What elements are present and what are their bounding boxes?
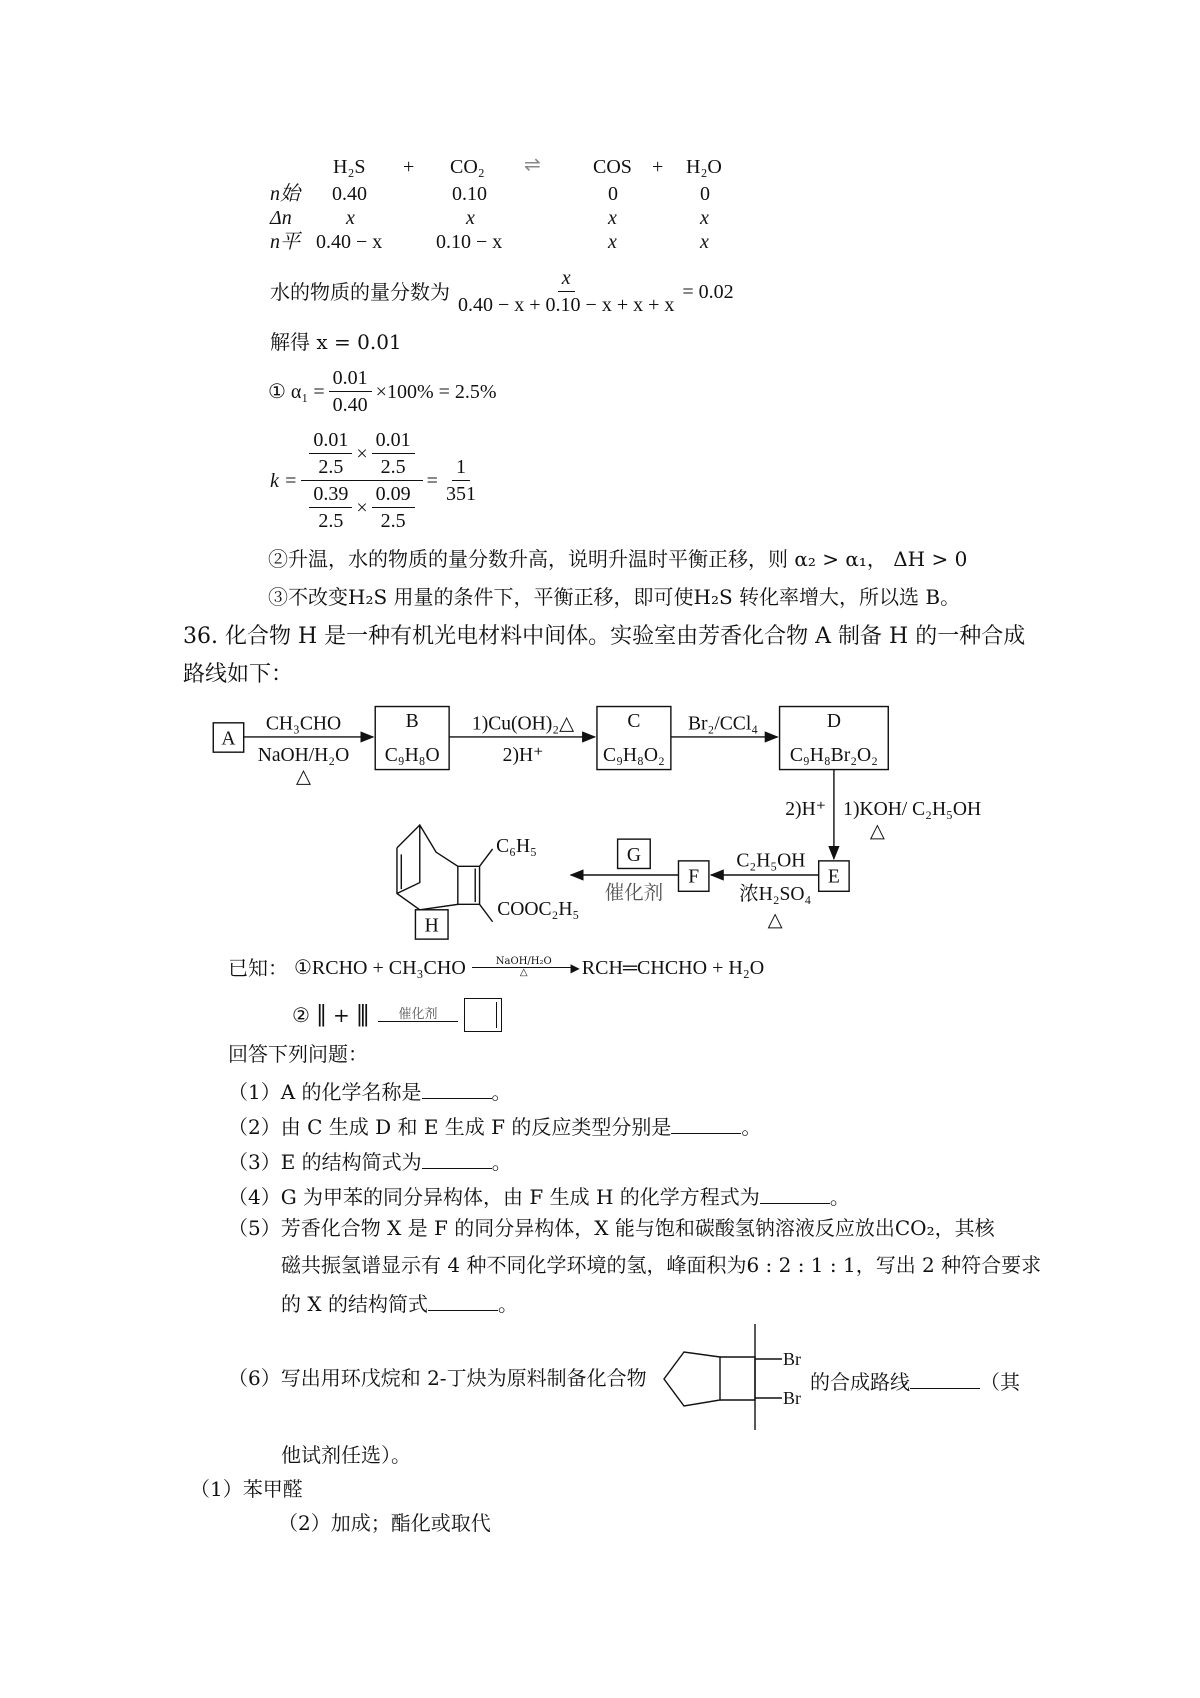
answer-2: （2）加成；酯化或取代 — [278, 1511, 491, 1535]
cell: 0 — [608, 183, 618, 205]
alkyne-symbol: ||| — [355, 1002, 366, 1027]
condition: 2)H⁺ — [785, 799, 827, 821]
compound-d-formula: C₉H₈Br₂O₂ — [789, 744, 878, 766]
compound-b: B — [405, 711, 419, 733]
compound-a: A — [221, 728, 236, 750]
fraction-num: x — [558, 268, 575, 292]
alpha-num: 0.01 — [329, 368, 372, 392]
compound-e: E — [827, 866, 840, 888]
question-6-text-b: 的合成路线 — [810, 1370, 910, 1394]
compound-c-formula: C₉H₈O₂ — [603, 744, 665, 766]
cell: x — [700, 231, 709, 253]
line-3: ③不改变H₂S 用量的条件下，平衡正移，即可使H₂S 转化率增大，所以选 B。 — [268, 585, 961, 609]
compound-f: F — [688, 866, 700, 888]
question-1: （1）A 的化学名称是 — [228, 1080, 422, 1104]
fraction-den: 0.40 − x + 0.10 − x + x + x — [458, 294, 675, 316]
alkene-symbol: ‖ — [315, 1002, 327, 1027]
known-eq2 — [292, 998, 502, 1032]
question-36-line1: 36. 化合物 H 是一种有机光电材料中间体。实验室由芳香化合物 A 制备 H 的一种合成 — [183, 624, 1026, 649]
row-label: Δn — [270, 207, 292, 229]
condition: Br₂/CCl₄ — [687, 713, 759, 735]
eq2-plus: + — [332, 1003, 350, 1027]
known-eq1: 已知： ①RCHO + CH₃CHO NaOH/H₂O ▶ △ RCH═CHCHO + H₂O — [228, 955, 765, 980]
cell: x — [346, 207, 355, 229]
bromine-label: Br — [783, 1388, 801, 1408]
synthesis-route-diagram — [207, 700, 1013, 950]
catalyst-label: 催化剂 — [604, 882, 664, 904]
cell: 0 — [700, 183, 710, 205]
cell: 0.40 — [332, 183, 367, 205]
condition: 1)KOH/ C₂H₅OH — [843, 799, 982, 821]
cell: x — [466, 207, 475, 229]
condition: 浓H₂SO₄ — [739, 884, 812, 905]
condition: CH₃CHO — [265, 713, 342, 735]
eq-plus2: + — [652, 156, 664, 178]
eq-cos: COS — [593, 156, 632, 178]
answer-prompt: 回答下列问题： — [228, 1042, 368, 1066]
eq2-prefix: ② — [292, 1003, 310, 1027]
question-2: （2）由 C 生成 D 和 E 生成 F 的反应类型分别是 — [228, 1115, 672, 1139]
eq-co2: CO₂ — [450, 156, 485, 178]
document-page: H₂S + CO₂ ⇌ COS + H₂O n始 0.40 0.10 0 0 Δn x x x x n平 0.40 − x 0.10 − x x x 水的物质的量分数为 $\frac{x}{0.40 - x + 0.10 - x + x + x}$ = 0.02 解得 x = 0.01 ① α₁ = $\frac{0.01}{0.40}$ ×100% = 2.5% k = $\frac{0.01}{2.5}$ × $\frac{0.01}{2.5}$ $\frac{0.39}{2.5}$ × $\frac{0.09}{2.5}$ = $\frac{1}{351}$ ②升温，水的物质的量分数升高，说明升温时平衡正移，则 α₂ > α₁， ΔH > 0 ③不改变H₂S 用量的条件下，平衡正移，即可使H₂S 转化率增大，所以选 B。 36. 化合物 H 是一种有机光电材料中间体。实验室由芳香化合物 A 制备 H 的一种合成 路线如下： A B C₉H₈O C C₉H₈O₂ D C₉H₈Br₂O₂ E F G H CH₃CHO NaOH/H₂O △ 1)Cu(OH)₂△ 2)H⁺ Br₂/CCl₄ 2)H⁺ 1)KOH/ C₂H₅OH △ C₂H₅OH 浓H₂SO₄ △ 催化剂 C₆H₅ COOC₂H₅ 已知： ①RCHO + CH₃CHO NaOH/H₂O ▶ △ RCH═CHCHO + H₂O ② ‖ + ||| 催化剂 回答下列问题： （1）A 的化学名称是 。 （2）由 C 生成 D 和 E 生成 F 的反应类型分别是 。 （3）E 的结构简式为 。 （4）G 为甲苯的同分异构体，由 F 生成 H 的化学方程式为 。 （5）芳香化合物 X 是 F 的同分异构体，X 能与饱和碳酸氢钠溶液反应放出CO₂，其核 磁共振氢谱显示有 4 种不同化学环境的氢，峰面积为6 : 2 : 1 : 1，写出 2 种符合要求 的 X 的结构简式 。 （6）写出用环戊烷和 2-丁炔为原料制备化合物 Br Br 的合成路线 （其 他试剂任选）。 （1）苯甲醛 （2）加成；酯化或取代 — [0, 0, 1200, 1698]
cyclobutene-icon — [464, 998, 502, 1032]
question-6-text: （6）写出用环戊烷和 2-丁炔为原料制备化合物 — [228, 1366, 647, 1390]
condition: 2)H⁺ — [502, 744, 544, 766]
k-lhs: k = — [270, 469, 298, 492]
condition: C₂H₅OH — [736, 850, 806, 872]
alpha-rest: ×100% = 2.5% — [375, 380, 497, 403]
cell: 0.10 − x — [436, 231, 503, 253]
question-5-line1: （5）芳香化合物 X 是 F 的同分异构体，X 能与饱和碳酸氢钠溶液反应放出CO₂，其核 — [228, 1216, 995, 1240]
cell: x — [608, 207, 617, 229]
row-label: n平 — [270, 231, 300, 253]
water-fraction-label: 水的物质的量分数为 — [270, 279, 450, 304]
eq1-right: RCH═CHCHO + H₂O — [581, 956, 765, 979]
compound-b-formula: C₉H₈O — [384, 744, 440, 766]
question-5-line2: 磁共振氢谱显示有 4 种不同化学环境的氢，峰面积为6 : 2 : 1 : 1，写出 2 种符合要求 — [281, 1253, 1042, 1277]
fraction-result: = 0.02 — [682, 280, 734, 303]
bromine-label: Br — [783, 1349, 801, 1369]
cell: 0.10 — [452, 183, 487, 205]
compound-d: D — [826, 711, 841, 733]
substituent-phenyl: C₆H₅ — [496, 836, 537, 858]
alpha-prefix: ① α₁ = — [268, 380, 325, 403]
cell: x — [608, 231, 617, 253]
cell: 0.40 − x — [316, 231, 383, 253]
eq-plus: + — [403, 156, 415, 178]
substituent-ester: COOC₂H₅ — [497, 899, 580, 921]
eq1-condition: NaOH/H₂O — [495, 956, 552, 967]
compound-c: C — [627, 711, 641, 733]
heat-symbol: △ — [767, 910, 783, 932]
compound-h: H — [424, 915, 439, 937]
question-6-text-c: （其 — [980, 1370, 1020, 1394]
question-4: （4）G 为甲苯的同分异构体，由 F 生成 H 的化学方程式为 — [228, 1185, 760, 1209]
solve-line: 解得 x = 0.01 — [270, 330, 402, 354]
question-5-line3: 的 X 的结构简式 — [281, 1292, 428, 1316]
row-label: n始 — [270, 183, 300, 205]
line-2: ②升温，水的物质的量分数升高，说明升温时平衡正移，则 α₂ > α₁， ΔH > 0 — [268, 547, 968, 571]
cell: x — [700, 207, 709, 229]
condition: 1)Cu(OH)₂△ — [471, 713, 575, 735]
alpha-den: 0.40 — [332, 394, 368, 416]
condition: NaOH/H₂O — [257, 744, 350, 766]
question-36-line2: 路线如下： — [183, 662, 294, 687]
eq-h2s: H₂S — [333, 156, 366, 178]
heat-symbol: △ — [869, 820, 885, 842]
answer-1: （1）苯甲醛 — [190, 1477, 303, 1501]
heat-symbol: △ — [295, 766, 312, 788]
eq2-catalyst: 催化剂 — [398, 1007, 438, 1022]
eq-h2o: H₂O — [686, 156, 722, 178]
compound-g: G — [626, 844, 641, 866]
question-6-line2: 他试剂任选）。 — [281, 1443, 411, 1467]
question-3: （3）E 的结构简式为 — [228, 1150, 422, 1174]
k-expression: k = $\frac{0.01}{2.5}$ × $\frac{0.01}{2.5}$ $\frac{0.39}{2.5}$ × $\frac{0.09}{2.5}$ = $\frac{1}{351}$ — [270, 429, 476, 532]
known-label: 已知： — [228, 955, 288, 980]
equilibrium-arrow: ⇌ — [524, 154, 541, 176]
target-compound-structure — [662, 1322, 812, 1432]
eq1-left: ①RCHO + CH₃CHO — [294, 956, 466, 979]
eq1-heat: △ — [519, 967, 528, 978]
